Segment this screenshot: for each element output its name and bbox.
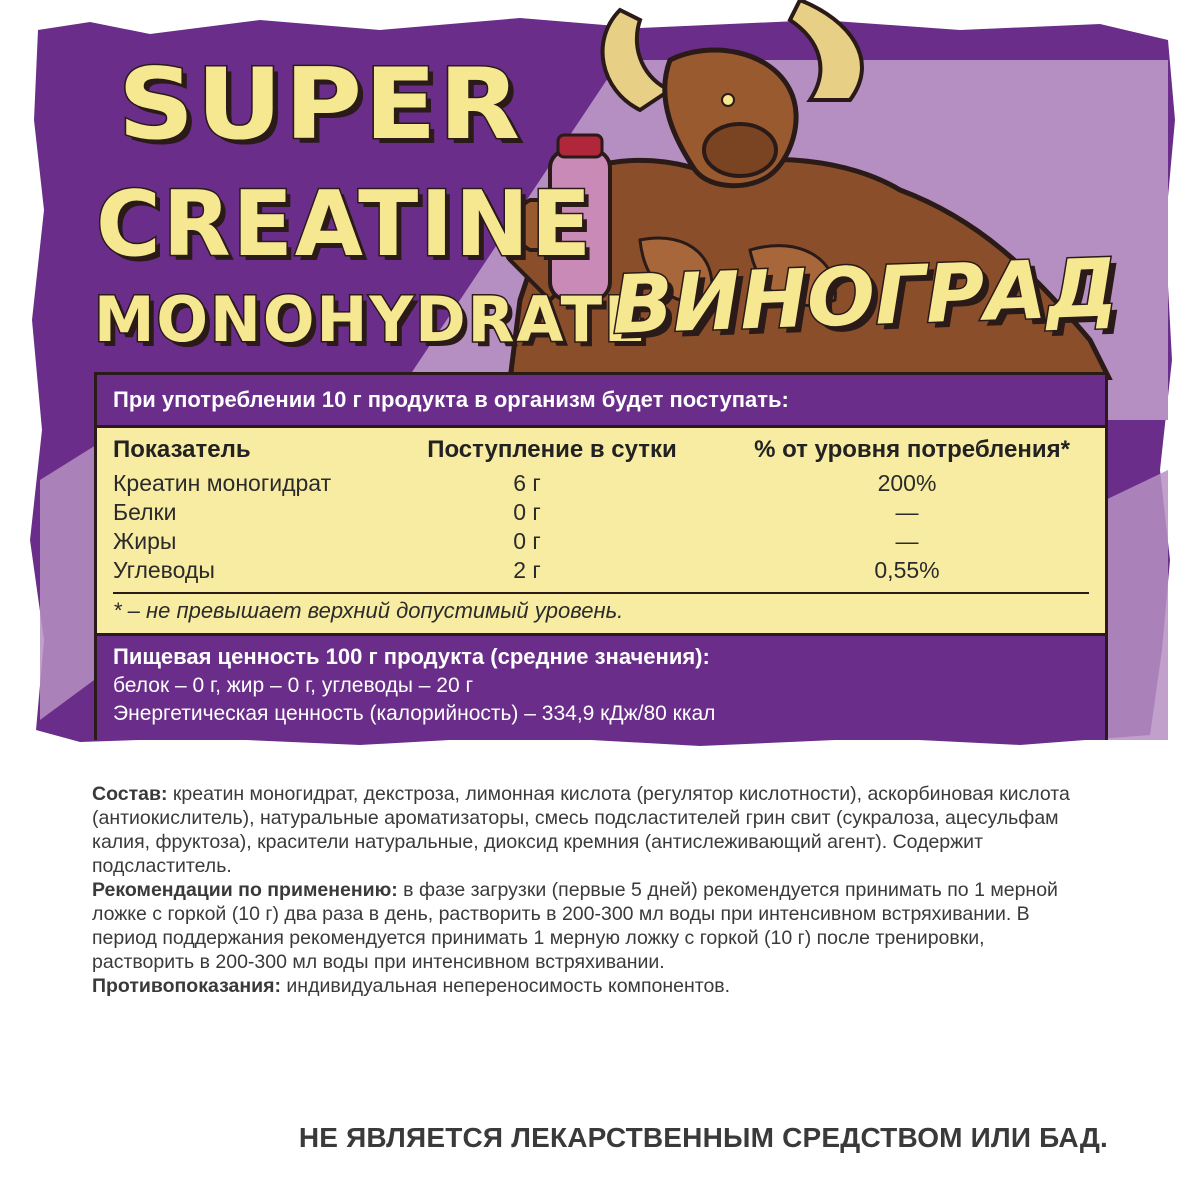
brand-title-monohydrate: MONOHYDRATE [94, 283, 648, 356]
not-medicine-disclaimer: НЕ ЯВЛЯЕТСЯ ЛЕКАРСТВЕННЫМ СРЕДСТВОМ ИЛИ БАД. [298, 1122, 1108, 1153]
row-amount: 2 г [513, 557, 541, 583]
composition-label: Состав: [92, 783, 168, 805]
composition-paragraph [92, 782, 1092, 878]
brand-title-creatine: CREATINE [96, 172, 594, 277]
row-name: Креатин моногидрат [113, 470, 332, 496]
row-name: Углеводы [113, 557, 215, 583]
nutritional-value-title: Пищевая ценность 100 г продукта (средние значения): [113, 644, 710, 669]
product-info [92, 782, 1092, 998]
column-header-percent: % от уровня потребления* [754, 436, 1070, 463]
nutrition-header: При употреблении 10 г продукта в организм будет поступать: [97, 375, 1105, 428]
row-percent: — [895, 528, 919, 554]
column-header-daily-intake: Поступление в сутки [427, 436, 677, 463]
usage-label: Рекомендации по применению: [92, 879, 398, 901]
usage-paragraph [92, 878, 1092, 974]
row-amount: 6 г [513, 470, 541, 496]
nutritional-value-energy: Энергетическая ценность (калорийность) – 334,9 кДж/80 ккал [113, 702, 716, 725]
note-divider [113, 592, 1089, 594]
contraindications-text: индивидуальная непереносимость компонентов. [280, 975, 731, 997]
row-amount: 0 г [513, 499, 541, 525]
composition-text: креатин моногидрат, декстроза, лимонная кислота (регулятор кислотности), аскорбиновая кислота (антиокислитель), натуральные ароматизаторы, смесь подсластителей грин свит (сукралоза, ацесульфам калия, фруктоза), красители натуральные, диоксид кремния (антислеживающий агент). Содержит подсластитель. [92, 783, 1070, 877]
nutritional-value-section [97, 633, 1105, 740]
contraindications-paragraph [92, 974, 752, 998]
contraindications-label: Противопоказания: [92, 975, 281, 997]
flavor-title: ВИНОГРАД [610, 241, 1120, 352]
nutrition-rows [97, 428, 1105, 632]
usage-text: в фазе загрузки (первые 5 дней) рекомендуется принимать по 1 мерной ложке с горкой (10 г) два раза в день, растворить в 200-300 мл воды при интенсивном встряхивании. В период поддержания рекомендуется принимать 1 мерную ложку с горкой (10 г) после тренировки, растворить в 200-300 мл воды при интенсивном встряхивании. [92, 879, 1058, 973]
row-name: Белки [113, 499, 177, 525]
nutritional-value-macros: белок – 0 г, жир – 0 г, углеводы – 20 г [113, 674, 474, 697]
row-name: Жиры [113, 528, 177, 554]
row-percent: 0,55% [874, 557, 940, 583]
nutrition-table [94, 372, 1108, 740]
row-amount: 0 г [513, 528, 541, 554]
table-footnote: * – не превышает верхний допустимый уровень. [113, 598, 624, 623]
row-percent: — [895, 499, 919, 525]
row-percent: 200% [877, 470, 937, 496]
brand-title-super: SUPER [118, 48, 523, 162]
column-header-indicator: Показатель [113, 436, 251, 463]
